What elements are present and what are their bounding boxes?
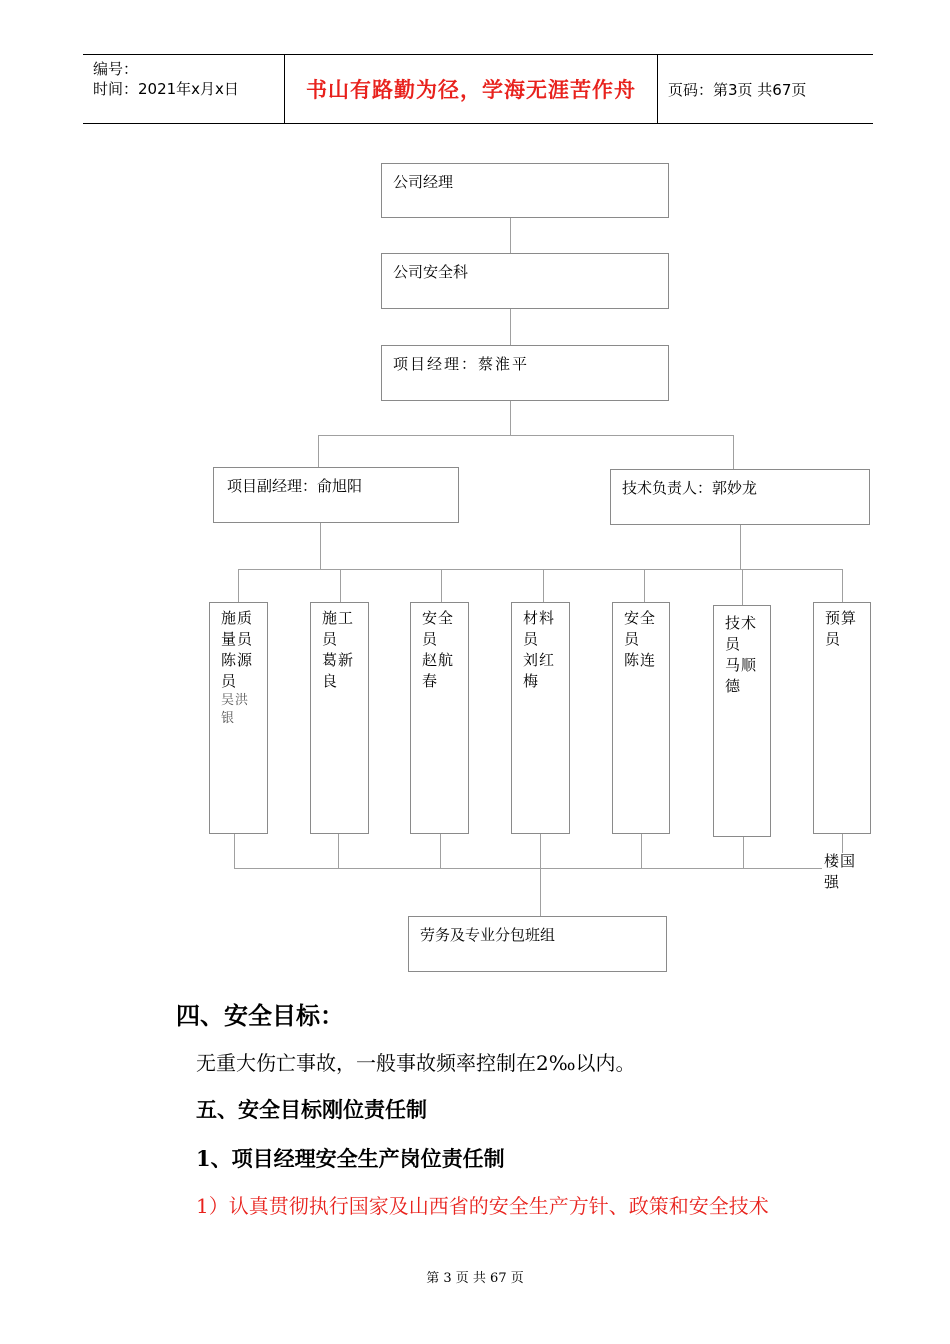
- outside-name: 楼国强: [824, 852, 857, 891]
- staff-box: [713, 605, 771, 837]
- header-motto: 书山有路勤为径，学海无涯苦作舟: [306, 77, 636, 102]
- staff-role: 技术员: [725, 614, 758, 653]
- staff-extra: 吴洪银: [221, 693, 250, 726]
- connector: [238, 569, 239, 602]
- connector: [318, 435, 734, 436]
- company-safety-label: 公司安全科: [393, 263, 469, 281]
- page-footer: 第 3 页 共 67 页: [426, 1271, 524, 1286]
- project-manager-box: [381, 345, 669, 401]
- staff-role: 安全员: [422, 609, 455, 648]
- connector: [510, 308, 511, 345]
- connector: [742, 569, 743, 605]
- connector: [320, 522, 321, 570]
- section-4-text: 无重大伤亡事故，一般事故频率控制在2‰以内。: [196, 1051, 636, 1075]
- header-page-number: 页码：第3页 共67页: [668, 80, 807, 99]
- header-divider: [657, 55, 658, 123]
- connector: [510, 217, 511, 253]
- connector: [740, 524, 741, 570]
- staff-role: 安全员: [624, 609, 657, 648]
- connector: [234, 868, 822, 869]
- connector: [540, 833, 541, 916]
- connector: [234, 833, 235, 868]
- staff-box: [209, 602, 268, 834]
- connector: [318, 435, 319, 467]
- company-manager-label: 公司经理: [393, 173, 454, 191]
- staff-role: 材料员: [523, 609, 556, 648]
- staff-role: 预算员: [825, 609, 858, 648]
- staff-box: [410, 602, 469, 834]
- staff-box: [612, 602, 670, 834]
- connector: [441, 569, 442, 602]
- staff-role: 施工员: [322, 609, 355, 648]
- connector: [440, 833, 441, 868]
- connector: [510, 400, 511, 435]
- staff-box: [310, 602, 369, 834]
- staff-name: 马顺德: [725, 656, 758, 695]
- connector: [338, 833, 339, 868]
- company-safety-box: [381, 253, 669, 309]
- connector: [644, 569, 645, 602]
- staff-name: 陈连: [624, 651, 657, 669]
- item-1-text: 1）认真贯彻执行国家及山西省的安全生产方针、政策和安全技术: [196, 1194, 769, 1218]
- connector: [733, 435, 734, 469]
- deputy-manager-label: 项目副经理：俞旭阳: [227, 477, 363, 495]
- deputy-manager-box: [213, 467, 459, 523]
- subcontract-label: 劳务及专业分包班组: [420, 926, 556, 944]
- number-label: 编号：: [93, 60, 139, 78]
- staff-name: 陈源员: [221, 651, 254, 690]
- connector: [543, 569, 544, 602]
- connector: [842, 569, 843, 602]
- connector: [743, 836, 744, 868]
- time-label: 时间：2021年x月x日: [93, 80, 239, 98]
- section-4-title: 四、安全目标：: [176, 1001, 344, 1030]
- connector: [641, 833, 642, 868]
- company-manager-box: [381, 163, 669, 218]
- staff-role: 施质量员: [221, 609, 254, 648]
- staff-name: 刘红梅: [523, 651, 556, 690]
- staff-box: [511, 602, 570, 834]
- connector: [340, 569, 341, 602]
- tech-lead-label: 技术负责人：郭妙龙: [622, 479, 758, 497]
- section-5-title: 五、安全目标刚位责任制: [196, 1097, 427, 1122]
- subcontract-box: [408, 916, 667, 972]
- staff-name: 赵航春: [422, 651, 455, 690]
- connector: [238, 569, 843, 570]
- staff-name: 葛新良: [322, 651, 355, 690]
- page-header: [83, 54, 873, 124]
- connector: [842, 833, 843, 853]
- header-meta: [93, 59, 239, 99]
- subsection-1-title: 1、项目经理安全生产岗位责任制: [196, 1146, 505, 1171]
- staff-box: [813, 602, 871, 834]
- tech-lead-box: [610, 469, 870, 525]
- project-manager-label: 项目经理：蔡淮平: [393, 355, 530, 373]
